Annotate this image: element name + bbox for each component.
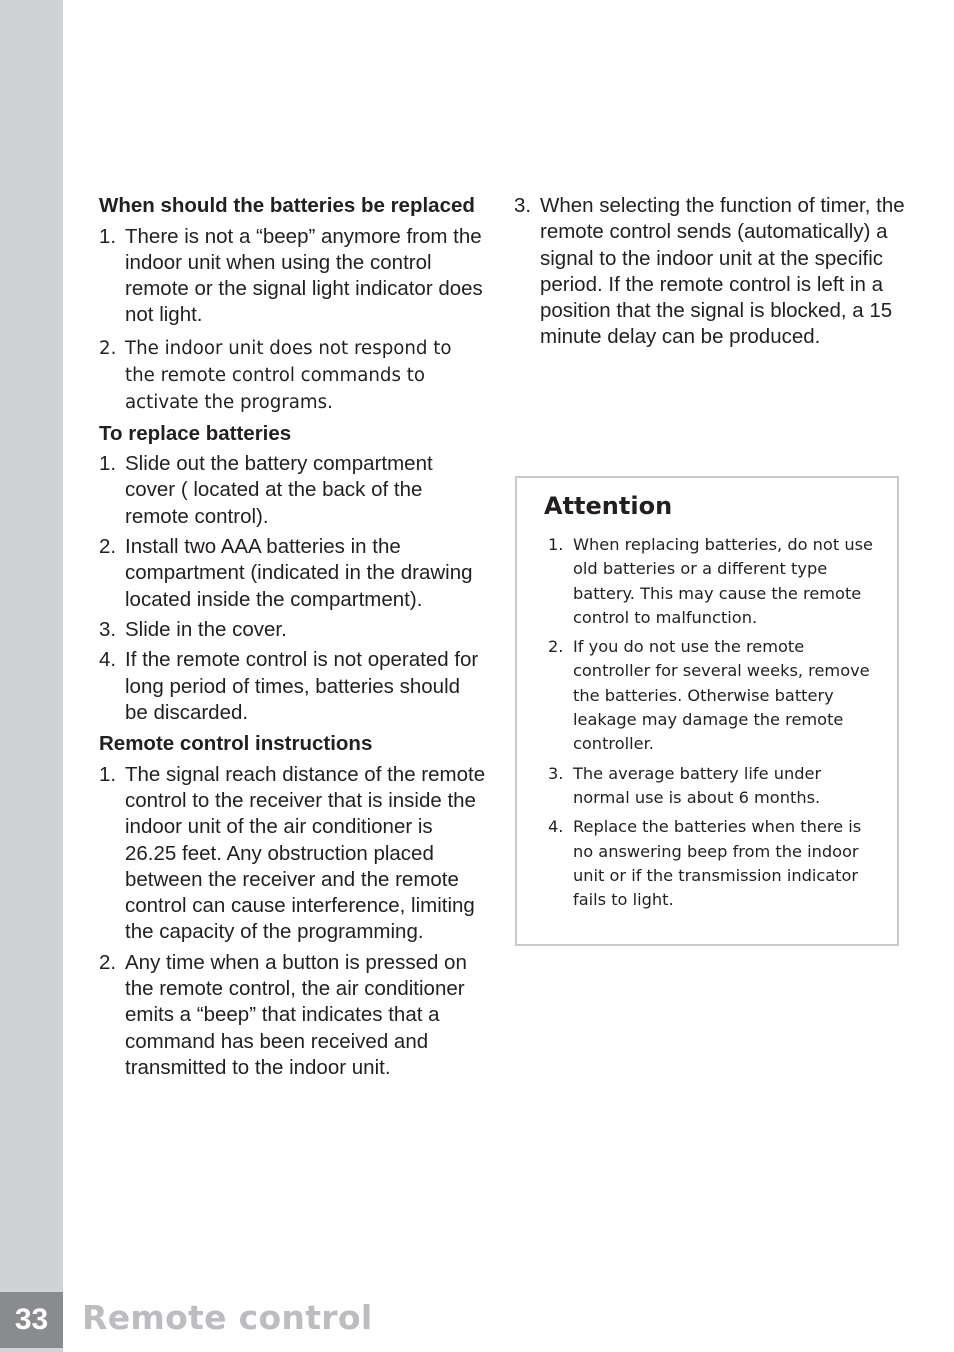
heading-replace-batteries: To replace batteries xyxy=(99,421,292,445)
heading-remote-instructions: Remote control instructions xyxy=(99,732,373,756)
remote-instructions-list-continued xyxy=(514,193,910,351)
list-item: 3. Slide in the cover. xyxy=(99,617,287,641)
list-item: 4. Replace the batteries when there is no answering beep from the indoor unit or if the transmission indicator fails to light. xyxy=(548,817,862,910)
list-item: 2. Any time when a button is pressed on the remote control, the air conditioner emits a “beep” that indicates that a command has been received and transmitted to the indoor unit. xyxy=(99,950,467,1079)
list-item: 1. The signal reach distance of the remote control to the receiver that is inside the indoor unit of the air conditioner is 26.25 feet. Any obstruction placed between the receiver and the remote control can cause interference, limiting the capacity of the programming. xyxy=(99,762,486,944)
heading-battery-replace-when: When should the batteries be replaced xyxy=(99,194,475,217)
list-item: 2. If you do not use the remote controller for several weeks, remove the batteries. Otherwise battery leakage may damage the remote controller. xyxy=(548,637,870,754)
battery-replace-when-list xyxy=(99,224,487,416)
attention-title: Attention xyxy=(544,492,673,520)
list-item: 2. The indoor unit does not respond to the remote control commands to activate the programs. xyxy=(99,337,452,413)
list-item: 1. There is not a “beep” anymore from the indoor unit when using the control remote or the signal light indicator does not light. xyxy=(99,224,483,327)
list-item: 1. When replacing batteries, do not use old batteries or a different type battery. This may cause the remote control to malfunction. xyxy=(548,535,873,627)
list-item: 1. Slide out the battery compartment cover ( located at the back of the remote control). xyxy=(99,452,433,528)
left-column xyxy=(99,193,487,1081)
attention-list xyxy=(548,533,878,912)
list-item: 4. If the remote control is not operated for long period of times, batteries should be discarded. xyxy=(99,648,479,724)
remote-instructions-list xyxy=(99,762,487,1082)
replace-batteries-list xyxy=(99,451,487,726)
right-column xyxy=(514,193,910,351)
list-item: 2. Install two AAA batteries in the compartment (indicated in the drawing located inside the compartment). xyxy=(99,535,473,611)
section-title: Remote control xyxy=(82,1298,373,1337)
list-item: 3. The average battery life under normal use is about 6 months. xyxy=(548,763,822,807)
list-item: 3. When selecting the function of timer, the remote control sends (automatically) a signal to the indoor unit at the specific period. If the remote control is left in a position that the signal is blocked, a 15 minute delay can be produced. xyxy=(514,194,905,349)
side-margin-bar xyxy=(0,0,63,1352)
attention-box xyxy=(515,476,899,946)
page-number: 33 xyxy=(0,1292,63,1348)
